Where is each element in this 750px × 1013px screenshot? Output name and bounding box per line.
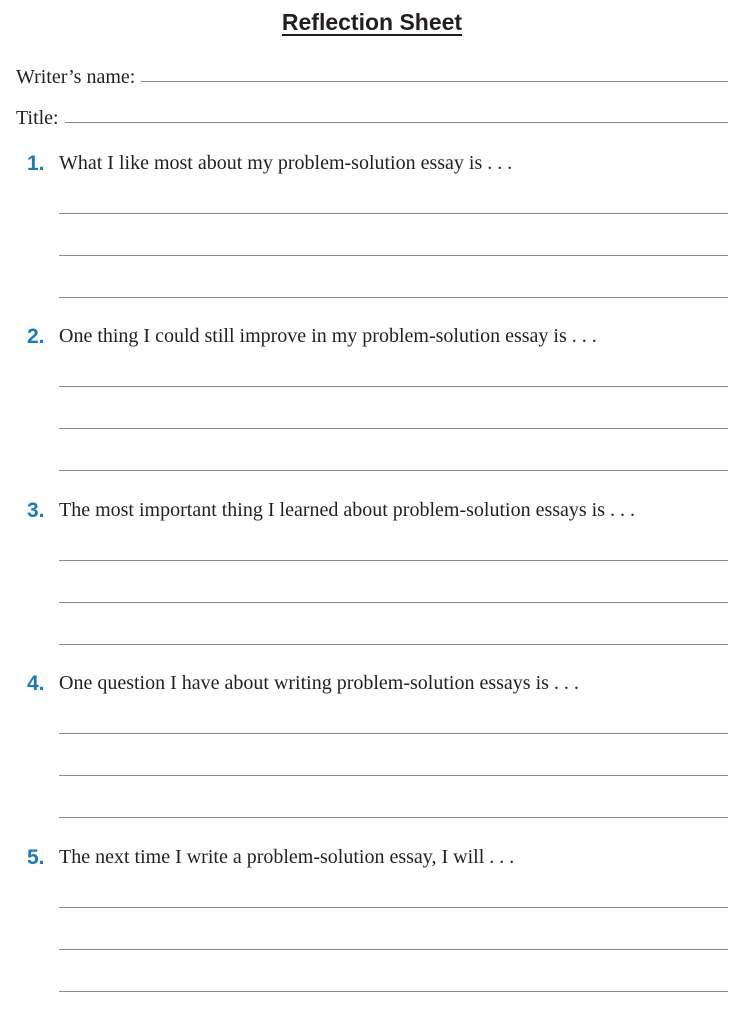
page-title-text: Reflection Sheet [281,9,463,35]
answer-line[interactable] [59,470,728,471]
writers-name-field[interactable] [16,62,728,88]
page-title [0,9,744,36]
answer-line[interactable] [59,602,728,603]
answer-line[interactable] [59,733,728,734]
question-prompt: What I like most about my problem-solution essay is . . . [59,152,513,174]
title-input-line[interactable] [65,122,728,123]
question-number: 4. [27,672,45,695]
writers-name-label: Writer’s name: [16,66,136,88]
answer-line[interactable] [59,775,728,776]
answer-line[interactable] [59,817,728,818]
question-prompt: The next time I write a problem-solution essay, I will . . . [59,846,515,868]
answer-line[interactable] [59,907,728,908]
question-prompt: One question I have about writing problem-solution essays is . . . [59,672,579,694]
answer-line[interactable] [59,428,728,429]
writers-name-input-line[interactable] [141,81,728,82]
answer-line[interactable] [59,213,728,214]
title-field[interactable] [16,103,728,129]
answer-line[interactable] [59,560,728,561]
question-prompt: One thing I could still improve in my problem-solution essay is . . . [59,325,597,347]
answer-line[interactable] [59,386,728,387]
question-number: 2. [27,325,45,348]
answer-line[interactable] [59,949,728,950]
title-label: Title: [16,107,59,129]
question-prompt: The most important thing I learned about problem-solution essays is . . . [59,499,636,521]
answer-line[interactable] [59,297,728,298]
question-number: 5. [27,846,45,869]
answer-line[interactable] [59,255,728,256]
question-number: 1. [27,152,45,175]
answer-line[interactable] [59,991,728,992]
answer-line[interactable] [59,644,728,645]
question-number: 3. [27,499,45,522]
